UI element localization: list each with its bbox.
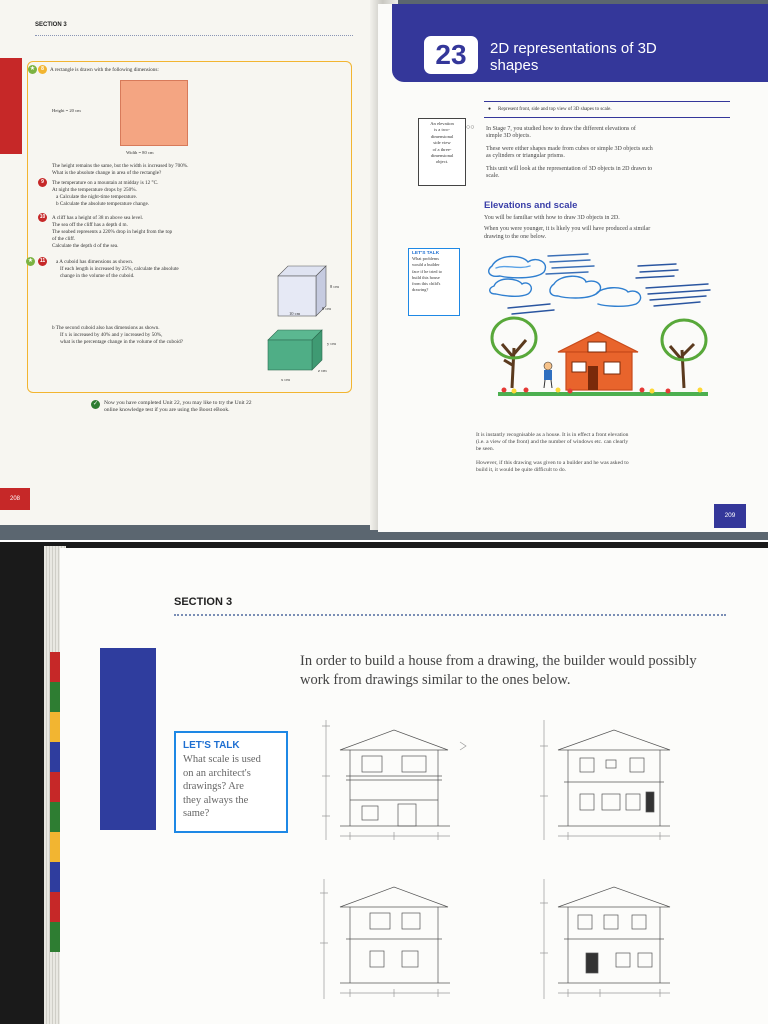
bottom-line-5: build it, it would be quite difficult to do. xyxy=(476,467,567,473)
page-number-209: 209 xyxy=(714,504,746,528)
lets-talk-line: from this child's xyxy=(412,281,441,287)
question-8-intro: A rectangle is drawn with the following dimensions: xyxy=(50,67,159,73)
intro-paragraph xyxy=(300,652,697,690)
unit-number: 23 xyxy=(424,36,478,74)
left-page-208 xyxy=(0,0,390,525)
question-9-line-2: At night the temperature drops by 250%. xyxy=(52,187,137,193)
question-10-line-4: of the cliff. xyxy=(52,236,76,242)
red-tab xyxy=(0,58,22,154)
lets-talk-line: on an architect's xyxy=(183,767,251,779)
objective-text: Represent front, side and top view of 3D shapes to scale. xyxy=(498,107,612,112)
lets-talk-box xyxy=(174,731,288,833)
lets-talk-title: LET'S TALK xyxy=(412,251,440,256)
cuboid-y-label: y cm xyxy=(327,341,336,346)
side-elevation-drawing-2 xyxy=(530,873,700,1003)
question-10-line-3: The seabed represents a 220% drop in height from the top xyxy=(52,229,173,235)
lets-talk-line: drawings? Are xyxy=(183,781,244,792)
question-8-line-1: The height remains the same, but the width is increased by 700%. xyxy=(52,163,189,169)
lets-talk-box xyxy=(408,248,460,316)
intro-line-5: This unit will look at the representation of 3D objects in 2D drawn to xyxy=(486,166,653,172)
bottom-line-2: (i.e. a view of the front) and the number of windows etc. can clearly xyxy=(476,439,629,445)
question-9-line-3: a Calculate the night-time temperature. xyxy=(56,194,138,200)
page-number-208: 208 xyxy=(0,488,30,510)
star-icon: ★ xyxy=(29,66,36,72)
objective-bullet: ● xyxy=(488,107,492,112)
question-10-badge: 10 xyxy=(39,214,46,220)
question-11a-line-3: change in the volume of the cuboid. xyxy=(60,273,135,279)
rectangle-diagram xyxy=(120,80,188,146)
intro-line-2: simple 3D objects. xyxy=(486,133,531,139)
intro-line-1: In Stage 7, you studied how to draw the different elevations of xyxy=(486,126,636,132)
childs-house-drawing xyxy=(478,248,718,423)
cuboid-z-label: z cm xyxy=(318,368,327,373)
side-elevation-drawing-1 xyxy=(310,873,480,1003)
question-11b-line-2: If x is increased by 40% and y increased by 50%, xyxy=(60,332,163,338)
lets-talk-line: What scale is used xyxy=(183,754,261,765)
rectangle-width-label: Width = 80 cm xyxy=(126,150,154,155)
para-line-2: When you were younger, it is likely you will have produced a similar xyxy=(484,226,651,232)
intro-line-3: These were either shapes made from cubes or simple 3D objects such xyxy=(486,146,653,152)
margin-note-pointer-icon: ○○ xyxy=(466,123,475,131)
margin-note-box xyxy=(418,118,466,186)
knowledge-test-icon: ✓ xyxy=(92,401,99,407)
question-8-line-2: What is the absolute change in area of the rectangle? xyxy=(52,170,162,176)
unit-title-line-2: shapes xyxy=(490,57,539,74)
lets-talk-line: same? xyxy=(183,808,210,819)
lets-talk-line: would a builder xyxy=(412,262,440,268)
question-9-badge: 9 xyxy=(38,178,47,187)
objective-rule-bottom xyxy=(484,117,730,118)
question-11b-line-1: b The second cuboid also has dimensions as shown. xyxy=(52,325,160,331)
footer-note-line-1: Now you have completed Unit 22, you may like to try the Unit 22 xyxy=(104,400,252,406)
intro-line-6: scale. xyxy=(486,173,500,179)
section-divider xyxy=(174,614,726,616)
intro-line-1: In order to build a house from a drawing, the builder would possibly xyxy=(300,653,697,669)
section-tab-edges xyxy=(50,652,60,952)
page-210 xyxy=(60,548,768,1024)
margin-note-line: dimensional xyxy=(430,153,454,159)
margin-note-line: is a two- xyxy=(434,127,450,133)
lets-talk-line: build this house xyxy=(412,274,440,280)
cube-depth-label: 8 cm xyxy=(322,306,331,311)
bottom-line-4: However, if this drawing was given to a builder and he was asked to xyxy=(476,460,629,466)
right-page-209 xyxy=(378,4,768,532)
section-label: SECTION 3 xyxy=(174,596,233,608)
intro-line-2: work from drawings similar to the ones below. xyxy=(300,672,571,688)
cube-diagram xyxy=(272,262,342,322)
question-9-line-1: The temperature on a mountain at midday is 12 °C. xyxy=(52,180,159,186)
margin-note-line: object. xyxy=(435,159,449,165)
star-icon: ★ xyxy=(27,258,34,264)
para-line-3: drawing to the one below. xyxy=(484,234,547,240)
question-11a-line-2: If each length is increased by 25%, calculate the absolute xyxy=(60,266,179,272)
section-label: SECTION 3 xyxy=(35,22,67,28)
cuboid-x-label: x cm xyxy=(281,377,290,382)
objective-rule-top xyxy=(484,101,730,102)
margin-note-line: side view xyxy=(433,140,451,146)
margin-note-line: dimensional xyxy=(430,133,454,139)
question-8-badge: 8 xyxy=(38,65,47,74)
footer-note-line-2: online knowledge test if you are using the Boost eBook. xyxy=(104,407,230,413)
margin-note-line: of a three- xyxy=(432,146,452,152)
cube-height-label: 8 cm xyxy=(330,284,339,289)
question-9-line-4: b Calculate the absolute temperature change. xyxy=(56,201,150,207)
section-color-bar xyxy=(100,648,156,830)
cube-width-label: 10 cm xyxy=(289,311,301,316)
lets-talk-line: drawing? xyxy=(412,287,429,293)
bottom-line-3: be seen. xyxy=(476,446,495,452)
margin-note-line: An elevation xyxy=(430,121,454,126)
rectangle-height-label: Height = 20 cm xyxy=(52,108,81,113)
question-10-line-2: The sea off the cliff has a depth d m. xyxy=(52,222,128,228)
question-10-line-5: Calculate the depth d of the sea. xyxy=(52,243,119,249)
lets-talk-title: LET'S TALK xyxy=(183,740,240,751)
bottom-book-page xyxy=(0,542,768,1024)
lets-talk-line: they always the xyxy=(183,794,249,806)
lets-talk-line: What problems xyxy=(412,256,439,261)
front-elevation-drawing xyxy=(310,716,480,846)
question-11-badge: 11 xyxy=(39,258,46,264)
lets-talk-line: face if he tried to xyxy=(412,268,442,274)
question-11b-line-3: what is the percentage change in the volume of the cuboid? xyxy=(60,339,184,345)
bottom-line-1: It is instantly recognisable as a house. It is in effect a front elevation xyxy=(476,432,629,438)
section-heading: Elevations and scale xyxy=(484,200,578,211)
question-11a-line-1: a A cuboid has dimensions as shown. xyxy=(56,259,134,265)
unit-title-line-1: 2D representations of 3D xyxy=(490,40,657,57)
para-line-1: You will be familiar with how to draw 3D objects in 2D. xyxy=(484,215,620,221)
question-10-line-1: A cliff has a height of 38 m above sea level. xyxy=(52,215,144,221)
rear-elevation-drawing xyxy=(530,716,700,846)
section-divider xyxy=(35,35,353,36)
intro-line-4: as cylinders or triangular prisms. xyxy=(486,153,565,159)
